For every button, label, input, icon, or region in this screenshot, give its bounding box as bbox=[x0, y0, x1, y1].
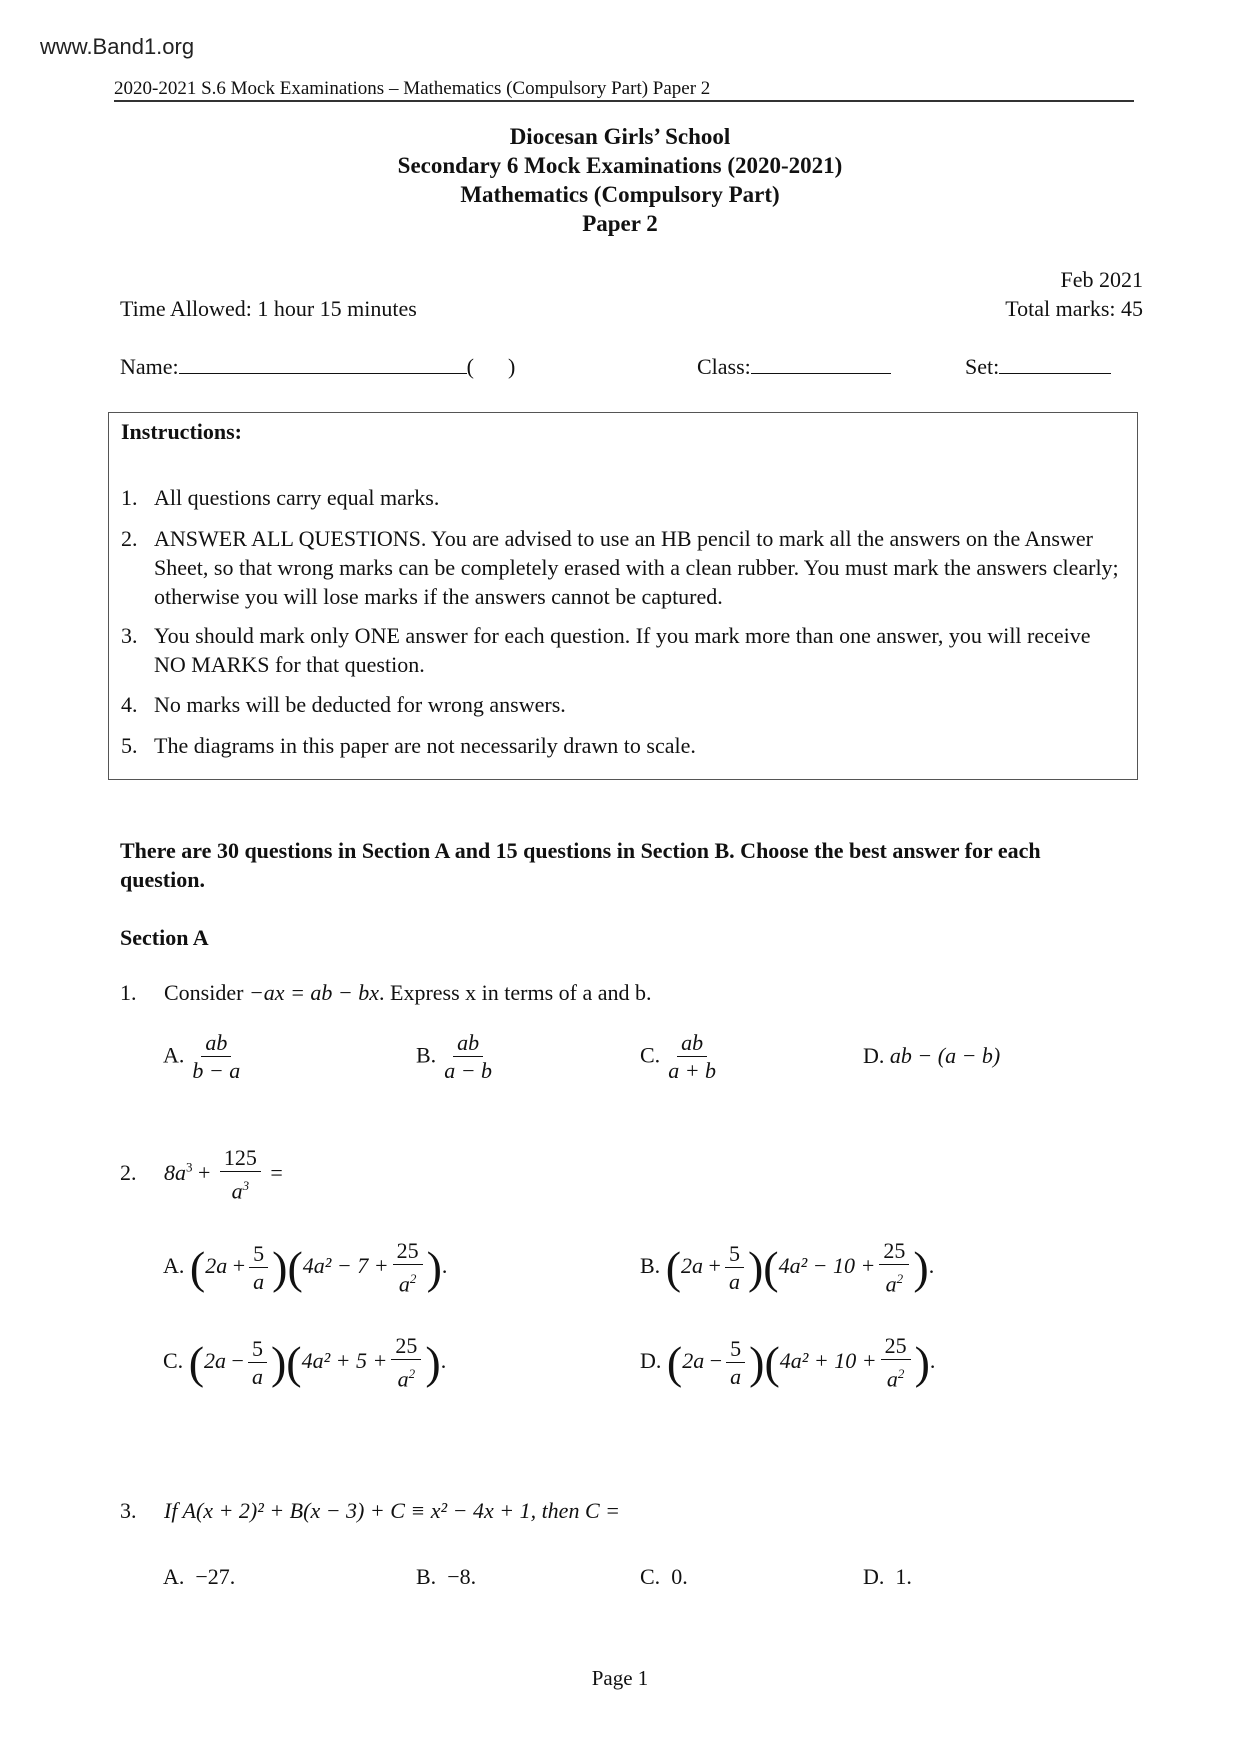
header-rule bbox=[114, 100, 1134, 102]
paper-title: Paper 2 bbox=[582, 211, 658, 236]
option-2b[interactable]: B. (2a + $\frac{5}{a}$ )(4a² − 10 + $\frac{25}{a^2}$ ). bbox=[640, 1238, 935, 1297]
option-3b[interactable]: B. −8. bbox=[416, 1564, 477, 1589]
option-3d[interactable]: D. 1. bbox=[863, 1564, 912, 1589]
name-blank[interactable] bbox=[179, 353, 467, 374]
question-number: 1. bbox=[120, 980, 137, 1005]
class-number-open: ( bbox=[466, 354, 474, 379]
question-2: 2. $8a^3$ + $\frac{125}{a^3}$ = bbox=[120, 1145, 283, 1204]
option-3a[interactable]: A. −27. bbox=[163, 1564, 236, 1589]
question-math: −ax = ab − bx bbox=[248, 980, 380, 1005]
set-blank[interactable] bbox=[999, 353, 1111, 374]
subject-title: Mathematics (Compulsory Part) bbox=[460, 182, 780, 207]
section-intro: There are 30 questions in Section A and 15 questions in Section B. Choose the best answer for each question. bbox=[120, 838, 1041, 892]
option-2d[interactable]: D. (2a − $\frac{5}{a}$ )(4a² + 10 + $\frac{25}{a^2}$ ). bbox=[640, 1333, 936, 1392]
section-heading: Section A bbox=[120, 925, 209, 950]
option-1d[interactable]: D. ab − (a − b) bbox=[863, 1043, 1001, 1068]
question-1: 1. Consider −ax = ab − bx. Express x in terms of a and b. bbox=[120, 980, 652, 1005]
option-2a[interactable]: A. (2a + $\frac{5}{a}$ )(4a² − 7 + $\frac{25}{a^2}$ ). bbox=[163, 1238, 448, 1297]
instructions-box: Instructions: 1. All questions carry equal marks. 2. ANSWER ALL QUESTIONS. You are advised to use an HB pencil to mark all the answers on the Answer Sheet, so that wrong marks can be completely erased with a clean rubber. You must mark the answers clearly; otherwise you will lose marks if the answers cannot be captured. 3. You should mark only ONE answer for each question. If you mark more than one answer, you will receive NO MARKS for that question. 4. No marks will be deducted for wrong answers. 5. The diagrams in this paper are not necessarily drawn to scale. bbox=[108, 412, 1138, 780]
class-number-close: ) bbox=[507, 354, 516, 379]
set-field[interactable] bbox=[965, 353, 1111, 380]
option-1b[interactable]: B. $\frac{ab}{a - b}$ bbox=[416, 1030, 493, 1083]
set-label: Set: bbox=[965, 354, 1000, 379]
page-number: Page 1 bbox=[591, 1666, 649, 1690]
exam-title: Secondary 6 Mock Examinations (2020-2021) bbox=[397, 153, 843, 178]
class-blank[interactable] bbox=[751, 353, 891, 374]
option-1c[interactable]: C. $\frac{ab}{a + b}$ bbox=[640, 1030, 717, 1083]
watermark: www.Band1.org bbox=[40, 34, 195, 59]
instructions-heading: Instructions: bbox=[121, 419, 243, 444]
option-2c[interactable]: C. (2a − $\frac{5}{a}$ )(4a² + 5 + $\frac{25}{a^2}$ ). bbox=[163, 1333, 447, 1392]
name-label: Name: bbox=[120, 354, 179, 379]
question-number: 2. bbox=[120, 1160, 137, 1186]
name-field[interactable] bbox=[120, 353, 515, 380]
question-number: 3. bbox=[120, 1498, 137, 1523]
total-marks: Total marks: 45 bbox=[1005, 296, 1143, 321]
question-stem: If A(x + 2)² + B(x − 3) + C ≡ x² − 4x + 1, then C = bbox=[164, 1498, 620, 1523]
option-3c[interactable]: C. 0. bbox=[640, 1564, 688, 1589]
exam-date: Feb 2021 bbox=[1060, 267, 1143, 292]
time-allowed: Time Allowed: 1 hour 15 minutes bbox=[120, 296, 417, 321]
running-header: 2020-2021 S.6 Mock Examinations – Mathematics (Compulsory Part) Paper 2 bbox=[114, 78, 711, 99]
option-1a[interactable]: A. $\frac{ab}{b - a}$ bbox=[163, 1030, 241, 1083]
class-label: Class: bbox=[697, 354, 751, 379]
question-3 bbox=[120, 1498, 620, 1524]
class-field[interactable] bbox=[697, 353, 891, 380]
school-name: Diocesan Girls’ School bbox=[509, 124, 731, 149]
